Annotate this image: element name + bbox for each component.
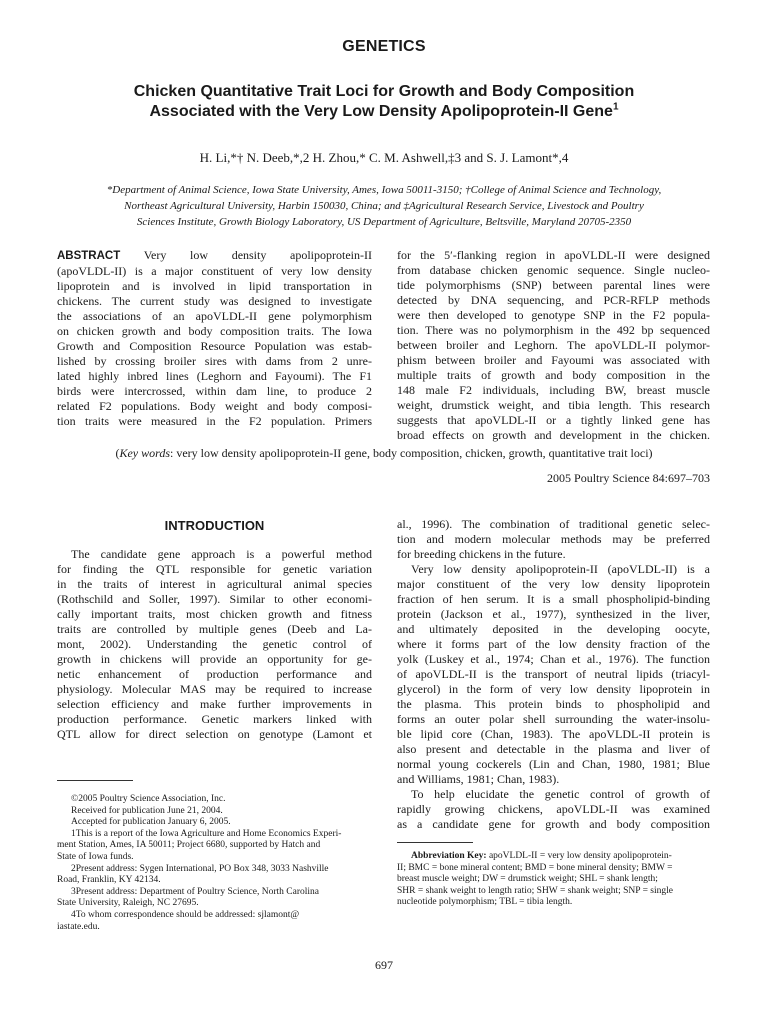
abstract-line: (apoVLDL-II) is a major constituent of very low density [57, 264, 372, 278]
body-line: rapidly growing chickens, apoVLDL-II was examined [397, 802, 710, 816]
footnote-line: Accepted for publication January 6, 2005. [71, 817, 231, 828]
body-line: netic enhancement of production performance and [57, 667, 372, 681]
abbreviation-line: nucleotide polymorphism; TBL = tibia length. [397, 897, 573, 908]
abstract-line: chickens. The current study was designed to investigate [57, 294, 372, 308]
title-line-2-text: Associated with the Very Low Density Apolipoprotein-II Gene [149, 103, 613, 120]
body-line: where it forms part of the low density fraction of the [397, 637, 710, 651]
abstract-line: lipoprotein and is involved in lipid transportation in [57, 279, 372, 293]
body-line: normal young cockerels (Lin and Chan, 1980, 1981; Blue [397, 757, 710, 771]
footnote-line: 2Present address: Sygen International, PO Box 348, 3033 Nashville [71, 863, 329, 874]
journal-citation: 2005 Poultry Science 84:697–703 [547, 471, 710, 485]
footnote-line: State University, Raleigh, NC 27695. [57, 898, 199, 909]
abstract-line: detected by DNA sequencing, and PCR-RFLP methods [397, 293, 710, 307]
abstract-line [57, 248, 372, 264]
abstract-line: multiple traits of growth and body composition in the [397, 368, 710, 382]
abstract-line: between broiler and Leghorn. The apoVLDL-II polymor- [397, 338, 710, 352]
body-line: The candidate gene approach is a powerful method [71, 547, 372, 561]
abstract-line: on chicken growth and body composition traits. The Iowa [57, 324, 372, 338]
abstract-line: related F2 populations. Body weight and body composi- [57, 399, 372, 413]
article-title [60, 82, 708, 122]
footnotes [57, 794, 372, 933]
body-line: fraction of hen serum. It is a small phospholipid-binding [397, 592, 710, 606]
abstract-line: phism between broiler and Fayoumi was associated with [397, 353, 710, 367]
body-line: mont, 2002). Understanding the genetic control of [57, 637, 372, 651]
body-line: in the traits of interest in agricultural animal species [57, 577, 372, 591]
abstract-line: 148 male F2 individuals, including BW, breast muscle [397, 383, 710, 397]
abstract-line: broad effects on growth and development in the chicken. [397, 428, 710, 442]
abstract-line-text: Very low density apolipoprotein-II [143, 248, 372, 262]
abbreviation-line: SHR = shank weight to length ratio; SHW = shank weight; SNP = single [397, 885, 673, 896]
footnote-line: 3Present address: Department of Poultry Science, North Carolina [71, 886, 319, 897]
abbreviation-line-text: apoVLDL-II = very low density apolipoprotein- [486, 851, 672, 861]
abstract-line: for the 5′-flanking region in apoVLDL-II were designed [397, 248, 710, 262]
affiliations [30, 182, 738, 230]
introduction-right-column [397, 517, 710, 832]
abstract-line: tide polymorphisms (SNP) between parental lines were [397, 278, 710, 292]
abstract-line: birds were intercrossed, within dam line, to produce 2 [57, 384, 372, 398]
key-words: (Key words: very low density apolipoprotein-II gene, body composition, chicken, growth, quantitative trait loci) [115, 446, 653, 460]
footnote-divider [57, 780, 133, 781]
abstract-line: lished by crossing broiler sires with dams from 2 unre- [57, 354, 372, 368]
body-line: (Rothschild and Soller, 1997). Similar to other economi- [57, 592, 372, 606]
body-line: traits are controlled by multiple genes (Deeb and La- [57, 622, 372, 636]
body-line: the plasma. This protein binds to phospholipid and [397, 697, 710, 711]
body-line: tion and modern molecular methods may be preferred [397, 532, 710, 546]
footnote-line: 1This is a report of the Iowa Agriculture and Home Economics Experi- [71, 828, 342, 839]
footnote-line: ment Station, Ames, IA 50011; Project 6680, supported by Hatch and [57, 840, 321, 851]
title-line-1: Chicken Quantitative Trait Loci for Growth and Body Composition [133, 83, 635, 100]
abbreviation-line [397, 851, 710, 863]
body-line: for breeding chickens in the future. [397, 547, 566, 561]
abbreviation-key [397, 851, 710, 909]
affiliation-line: Northeast Agricultural University, Harbin 150030, China; and ‡Agricultural Research Service, Livestock and Poultry [124, 200, 644, 212]
body-line: protein (Jackson et al., 1977), synthesized in the liver, [397, 607, 710, 621]
body-line: growth in chickens will provide an opportunity for ge- [57, 652, 372, 666]
title-line-2 [60, 102, 708, 122]
affiliation-line: *Department of Animal Science, Iowa State University, Ames, Iowa 50011-3150; †College of Animal Science and Technology, [106, 184, 662, 196]
introduction-left-column [57, 547, 372, 742]
body-line: physiology. Molecular MAS may be required to increase [57, 682, 372, 696]
abstract-line: from database chicken genomic sequence. Single nucleo- [397, 263, 710, 277]
body-line: yolk (Luskey et al., 1974; Chan et al., 1976). The function [397, 652, 710, 666]
footnote-line: ©2005 Poultry Science Association, Inc. [71, 794, 226, 804]
abstract-line: lated highly inbred lines (Leghorn and Fayoumi). The F1 [57, 369, 372, 383]
abstract-line: tion. There was no polymorphism in the 492 bp sequenced [397, 323, 710, 337]
body-line: glycerol) in the form of very low density lipoprotein in [397, 682, 710, 696]
abstract-line: tion traits were measured in the F2 population. Primers [57, 414, 372, 428]
body-line: selection efficiency and make further improvements in [57, 697, 372, 711]
body-line: al., 1996). The combination of traditional genetic selec- [397, 517, 710, 531]
body-line: and Williams, 1981; Chan, 1983). [397, 772, 560, 786]
body-line: production performance. Genetic markers linked with [57, 712, 372, 726]
key-words-text: : very low density apolipoprotein-II gene, body composition, chicken, growth, quantitative trait loci) [170, 446, 653, 460]
abbreviation-line: breast muscle weight; DW = drumstick weight; SHL = shank length; [397, 874, 658, 885]
abbreviation-line: II; BMC = bone mineral content; BMD = bone mineral density; BMW = [397, 862, 673, 873]
abstract-line: were then developed to genotype SNP in the F2 popula- [397, 308, 710, 322]
body-line: Very low density apolipoprotein-II (apoVLDL-II) is a [411, 562, 710, 576]
affiliation-line: Sciences Institute, Growth Biology Laboratory, US Department of Agriculture, Beltsville, Maryland 20705-2350 [136, 216, 632, 228]
body-line: major constituent of the very low density lipoprotein [397, 577, 710, 591]
body-line: ble lipid core (Chan, 1983). The apoVLDL-II protein is [397, 727, 710, 741]
abbreviation-label: Abbreviation Key: [411, 851, 487, 861]
body-line: and ultimately deposited in the developing oocyte, [397, 622, 710, 636]
body-line: cally important traits, most chicken growth and fitness [57, 607, 372, 621]
body-line: also present and detectable in the plasma and liver of [397, 742, 710, 756]
abstract-line: the associations of an apoVLDL-II gene polymorphism [57, 309, 372, 323]
abstract-label: ABSTRACT [57, 250, 121, 262]
abbreviation-divider [397, 842, 473, 843]
key-words-label: Key words [119, 446, 170, 460]
footnote-line: 4To whom correspondence should be addressed: sjlamont@ [71, 909, 300, 920]
footnote-line: Road, Franklin, KY 42134. [57, 875, 161, 886]
title-footnote-mark: 1 [612, 101, 619, 113]
abstract-left-column [57, 248, 372, 429]
footnote-line: State of Iowa funds. [57, 851, 134, 862]
footnote-line: iastate.edu. [57, 921, 100, 932]
introduction-heading: INTRODUCTION [164, 518, 265, 533]
author-list: H. Li,*† N. Deeb,*,2 H. Zhou,* C. M. Ashwell,‡3 and S. J. Lamont*,4 [199, 150, 569, 165]
section-heading: GENETICS [342, 38, 426, 55]
abstract-right-column [397, 248, 710, 443]
footnote-line: Received for publication June 21, 2004. [71, 805, 223, 816]
body-line: forms an outer polar shell surrounding the water-insolu- [397, 712, 710, 726]
body-line: as a candidate gene for growth and body composition [397, 817, 710, 831]
body-line: QTL allow for direct selection on genotype (Lamont et [57, 727, 372, 741]
body-line: for finding the QTL responsible for genetic variation [57, 562, 372, 576]
body-line: To help elucidate the genetic control of growth of [411, 787, 710, 801]
abstract-line: weight, drumstick weight, and tibia length. This research [397, 398, 710, 412]
body-line: of apoVLDL-II is the transport of neutral lipids (triacyl- [397, 667, 710, 681]
abstract-line: suggests that apoVLDL-II or a tightly linked gene has [397, 413, 710, 427]
abstract-line: Growth and Composition Resource Population was estab- [57, 339, 372, 353]
page-number: 697 [375, 958, 393, 972]
